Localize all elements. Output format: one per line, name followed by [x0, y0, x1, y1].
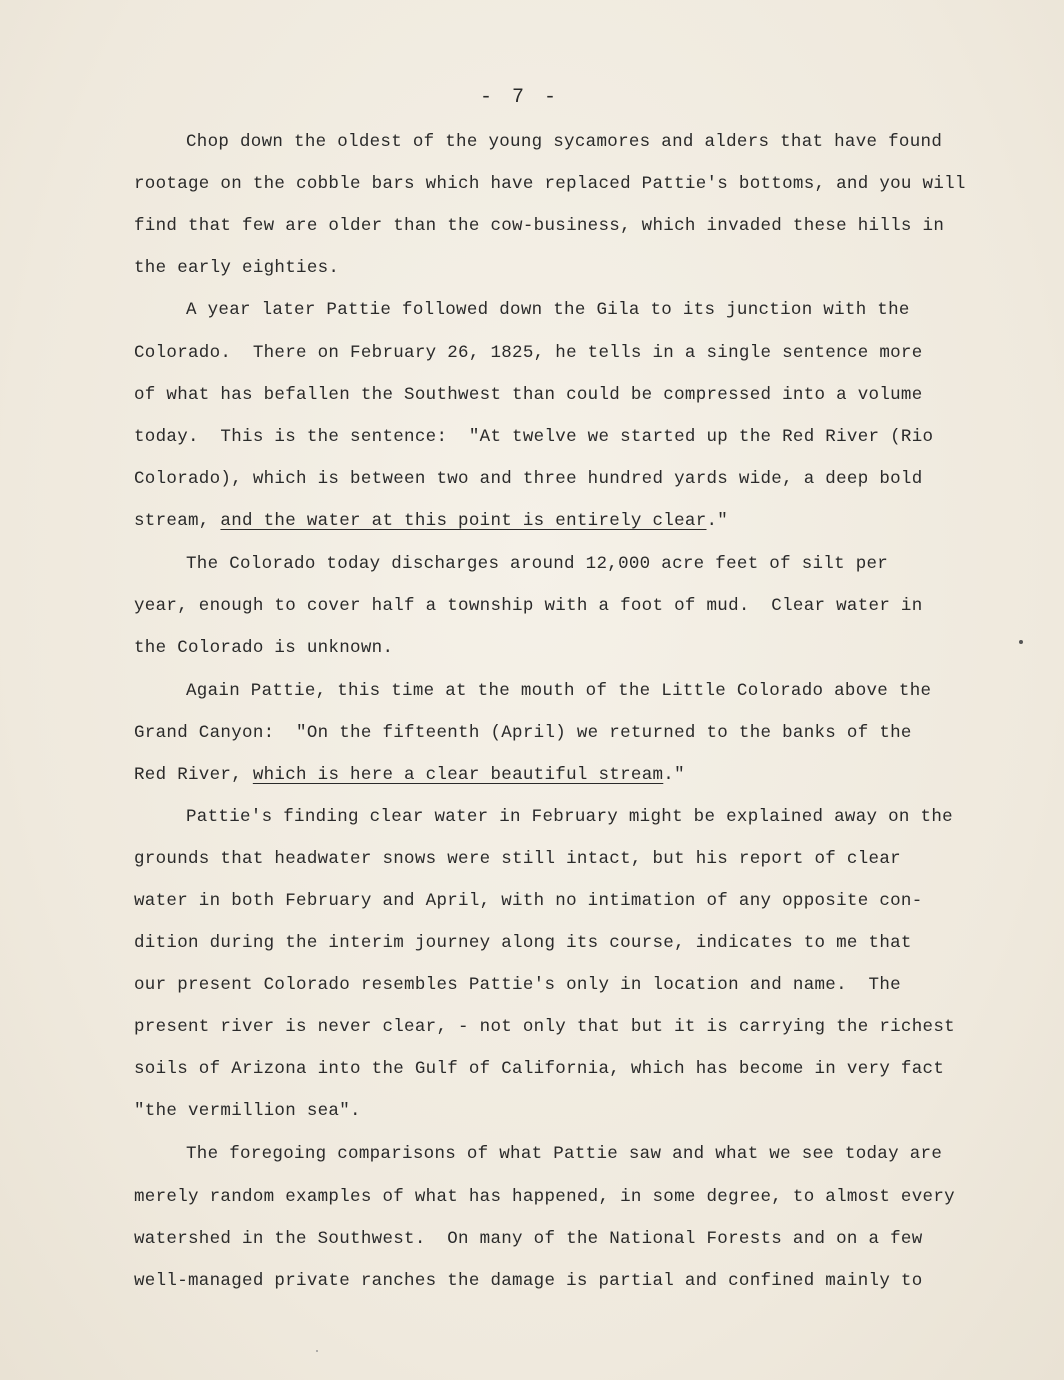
- text-segment: .": [663, 765, 685, 785]
- text-line: The Colorado today discharges around 12,000 acre feet of silt per: [186, 554, 889, 574]
- text-line: the early eighties.: [134, 258, 340, 278]
- text-line: The foregoing comparisons of what Pattie saw and what we see today are: [186, 1144, 943, 1164]
- text-line: Colorado. There on February 26, 1825, he tells in a single sentence more: [134, 343, 923, 363]
- text-line: merely random examples of what has happened, in some degree, to almost every: [134, 1187, 955, 1207]
- text-line: year, enough to cover half a township with a foot of mud. Clear water in: [134, 596, 923, 616]
- text-line: Pattie's finding clear water in February might be explained away on the: [186, 807, 953, 827]
- text-segment: .": [706, 511, 729, 531]
- text-line: Colorado), which is between two and three hundred yards wide, a deep bold: [134, 469, 923, 489]
- text-segment: Red River,: [134, 765, 253, 785]
- text-line: water in both February and April, with no intimation of any opposite con-: [134, 891, 923, 911]
- page-number: - 7 -: [479, 86, 560, 109]
- text-line: [134, 511, 728, 531]
- text-line: our present Colorado resembles Pattie's only in location and name. The: [134, 975, 901, 995]
- text-line: [134, 765, 685, 785]
- text-line: "the vermillion sea".: [134, 1101, 361, 1121]
- text-line: grounds that headwater snows were still intact, but his report of clear: [134, 849, 901, 869]
- text-line: dition during the interim journey along its course, indicates to me that: [134, 933, 912, 953]
- paper-speck: [316, 1350, 318, 1352]
- text-line: Again Pattie, this time at the mouth of the Little Colorado above the: [186, 681, 932, 701]
- underlined-quote: which is here a clear beautiful stream: [252, 765, 664, 785]
- text-line: well-managed private ranches the damage is partial and confined mainly to: [134, 1271, 923, 1291]
- text-line: the Colorado is unknown.: [134, 638, 394, 658]
- text-line: present river is never clear, - not only that but it is carrying the richest: [134, 1017, 955, 1037]
- text-line: Grand Canyon: "On the fifteenth (April) we returned to the banks of the: [134, 723, 912, 743]
- text-line: find that few are older than the cow-business, which invaded these hills in: [134, 216, 945, 236]
- text-line: of what has befallen the Southwest than could be compressed into a volume: [134, 385, 923, 405]
- underlined-quote: and the water at this point is entirely clear: [220, 511, 707, 531]
- text-segment: stream,: [134, 511, 221, 531]
- text-line: A year later Pattie followed down the Gila to its junction with the: [186, 300, 910, 320]
- paper-speck: [1019, 640, 1023, 644]
- text-line: watershed in the Southwest. On many of the National Forests and on a few: [134, 1229, 923, 1249]
- text-line: soils of Arizona into the Gulf of California, which has become in very fact: [134, 1059, 945, 1079]
- text-line: Chop down the oldest of the young sycamores and alders that have found: [186, 132, 943, 152]
- text-line: rootage on the cobble bars which have replaced Pattie's bottoms, and you will: [134, 174, 966, 194]
- text-line: today. This is the sentence: "At twelve we started up the Red River (Rio: [134, 427, 934, 447]
